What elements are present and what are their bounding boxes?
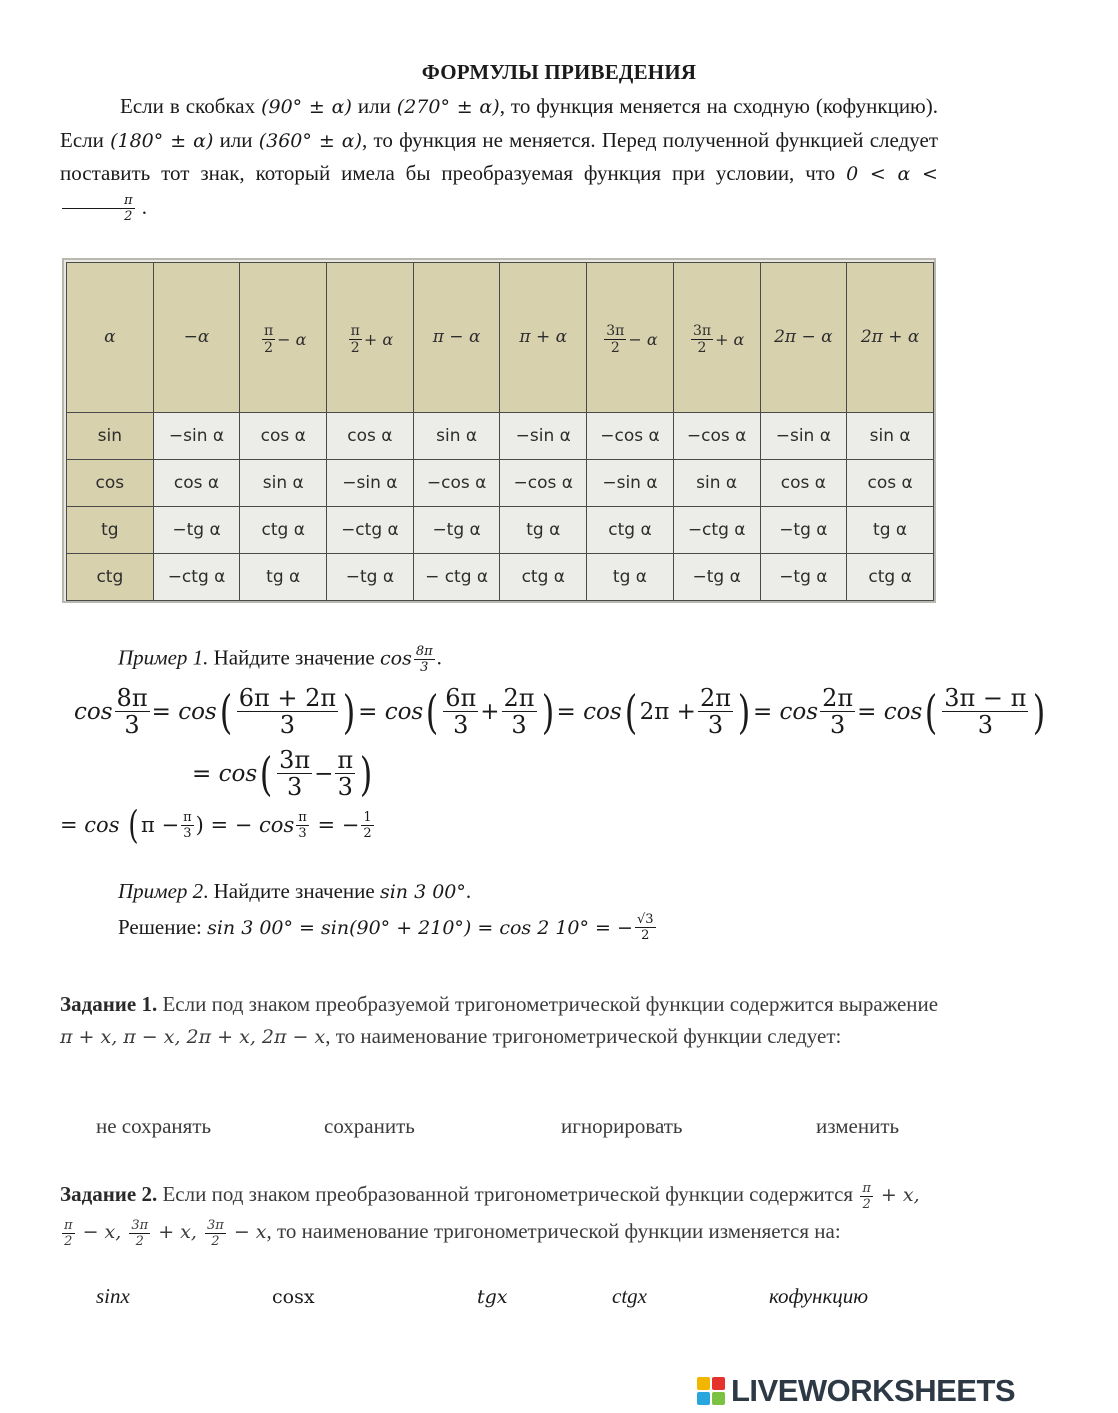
table-cell: cos α [760, 459, 847, 506]
task2-option[interactable]: tgx [477, 1286, 508, 1308]
task2-math: + x, [874, 1184, 920, 1206]
math-fn: cos [74, 698, 113, 725]
table-header-cell: $\frac{3\pi}{2}$ − α [587, 263, 674, 413]
equals: = [752, 698, 773, 725]
equals: = [556, 698, 576, 725]
math-term: = − [317, 813, 360, 837]
task2-text: Если под знаком преобразованной тригонометрической функции содержится [157, 1182, 859, 1206]
table-cell: −tg α [760, 506, 847, 553]
table-cell: −cos α [500, 459, 587, 506]
intro-paragraph [60, 90, 938, 223]
table-cell: ctg α [847, 553, 934, 600]
table-row [67, 553, 934, 600]
solution-label: Решение: [118, 915, 202, 939]
table-row [67, 459, 934, 506]
task2-math: − x, [76, 1221, 128, 1243]
equals: = [60, 813, 78, 837]
task1-text: Если под знаком преобразуемой тригонометрической функции содержится выражение [157, 992, 939, 1016]
table-cell: −ctg α [327, 506, 414, 553]
table-cell: −tg α [327, 553, 414, 600]
table-cell: −sin α [760, 412, 847, 459]
fraction: $\frac{3\pi - \pi}{3}$ [944, 684, 1027, 739]
math-fn: cos [84, 813, 120, 837]
table-header-cell: 2π + α [847, 263, 934, 413]
task2-option[interactable]: ctgx [612, 1284, 647, 1308]
table-row [67, 412, 934, 459]
table-header-row [67, 263, 934, 413]
math-term: π − [141, 813, 180, 837]
fraction: $\frac{3\pi}{2}$ [131, 1217, 149, 1249]
example2-text: . Найдите значение [203, 879, 380, 903]
table-cell: −sin α [327, 459, 414, 506]
table-cell: sin α [673, 459, 760, 506]
fraction: $\frac{2\pi}{3}$ [822, 684, 854, 739]
table-cell: tg α [500, 506, 587, 553]
example1-text: Найдите значение [208, 645, 380, 670]
intro-math: (180° ± α) [110, 129, 214, 152]
table-row-header: cos [67, 459, 154, 506]
table-cell: −tg α [673, 553, 760, 600]
table-cell: −sin α [153, 412, 240, 459]
task1-option[interactable]: игнорировать [561, 1114, 683, 1138]
task2-math: − x [227, 1221, 267, 1243]
table-body [67, 412, 934, 600]
intro-math: (360° ± α) [258, 129, 363, 152]
math-fn: cos [583, 698, 622, 725]
table-header-cell: π + α [500, 263, 587, 413]
task1-math: π + x, π − x, 2π + x, 2π − x [60, 1026, 326, 1048]
intro-math: 0 < α < [846, 163, 938, 185]
table-cell: ctg α [587, 506, 674, 553]
math-fn: cos [384, 698, 424, 725]
fraction: $\frac{6\pi}{3}$ [445, 684, 477, 739]
table-cell: −ctg α [673, 506, 760, 553]
reduction-table-frame [62, 258, 936, 603]
task1-option[interactable]: не сохранять [96, 1114, 212, 1138]
example2-title [118, 879, 471, 904]
example1-end: . [436, 645, 442, 670]
equals: = [192, 760, 212, 787]
fraction: $\frac{6\pi + 2\pi}{3}$ [238, 684, 337, 739]
fraction: $\frac{√3}{2}$ [636, 912, 654, 943]
intro-text: , то функция меняется на сходную (кофункцию). Если [60, 94, 938, 152]
solution-expr: sin 3 00° = sin(90° + 210°) = cos 2 10° = − [207, 916, 633, 939]
example2-expr: sin 3 00° [379, 881, 466, 903]
example2-solution [118, 913, 658, 942]
liveworksheets-icon [697, 1377, 725, 1405]
task2 [60, 1176, 940, 1250]
fraction: $\frac{3\pi}{3}$ [279, 746, 311, 801]
example2-label: Пример 2 [118, 879, 204, 903]
table-row-header: sin [67, 412, 154, 459]
table-cell: −sin α [587, 459, 674, 506]
example1-equation-line2: = cos ( $\frac{3\pi}{3}$ − $\frac{\pi}{3}$ ) [192, 746, 373, 801]
table-cell: −tg α [760, 553, 847, 600]
table-cell: − ctg α [413, 553, 500, 600]
table-cell: −tg α [413, 506, 500, 553]
page-title: ФОРМУЛЫ ПРИВЕДЕНИЯ [421, 60, 697, 84]
math-fn: cos [218, 760, 258, 787]
table-cell: −sin α [500, 412, 587, 459]
example1-equation-line3: = cos ( π − $\frac{\pi}{3}$ ) = − cos $\frac{\pi}{3}$ = − $\frac{1}{2}$ [60, 803, 372, 847]
math-fn: cos [883, 698, 923, 725]
brand-name: LIVEWORKSHEETS [731, 1373, 1016, 1408]
table-header-cell: $\frac{\pi}{2}$ + α [327, 263, 414, 413]
intro-text: , то функция не меняется. Перед полученной функцией следует поставить тот знак, который имела бы преобразуемая функция при условии, что [60, 127, 938, 185]
minus: − [314, 760, 334, 787]
task2-math: + x, [152, 1221, 203, 1243]
task1-option[interactable]: сохранить [324, 1114, 415, 1138]
fraction: $\frac{\pi}{3}$ [298, 809, 307, 841]
table-header-cell: $\frac{\pi}{2}$ − α [240, 263, 327, 413]
table-cell: cos α [847, 459, 934, 506]
fraction: $\frac{\pi}{3}$ [337, 746, 354, 801]
example1-equation-line1: cos $\frac{8\pi}{3}$ = cos ( $\frac{6\pi + 2\pi}{3}$ ) = cos ( $\frac{6\pi}{3}$ + $\frac{2\pi}{3}$ ) = cos ( 2π + $\frac{2\pi}{3}$ ) = cos $\frac{2\pi}{3}$ = cos ( $\frac{3\pi - \pi}{3}$ ) [74, 684, 1046, 739]
fraction: $\frac{\pi}{3}$ [183, 809, 192, 841]
fraction: $\frac{\pi}{2}$ [64, 1217, 73, 1249]
table-header-cell: 2π − α [760, 263, 847, 413]
math-fn: cos [178, 698, 217, 725]
liveworksheets-logo[interactable] [697, 1373, 1015, 1409]
table-cell: tg α [240, 553, 327, 600]
example1-label: Пример 1. [118, 645, 209, 670]
logo-square [697, 1377, 710, 1390]
table-cell: sin α [240, 459, 327, 506]
logo-square [697, 1392, 710, 1405]
fraction: $\frac{\pi}{2}$ [862, 1180, 871, 1212]
table-row-header: tg [67, 506, 154, 553]
math-fn: cos [259, 813, 295, 837]
fraction: $\frac{\pi}{2}$ [62, 194, 135, 223]
table-header-cell: −α [153, 263, 240, 413]
table-cell: −tg α [153, 506, 240, 553]
intro-text: или [213, 127, 259, 152]
fraction: $\frac{2\pi}{3}$ [503, 684, 535, 739]
example1-title [118, 645, 442, 674]
logo-square [712, 1392, 725, 1405]
task1-text: , то наименование тригонометрической функции следует: [325, 1024, 842, 1048]
table-cell: ctg α [500, 553, 587, 600]
task1-option[interactable]: изменить [816, 1114, 900, 1138]
fraction: $\frac{1}{2}$ [363, 809, 372, 841]
task2-option[interactable]: sinx [96, 1284, 130, 1308]
table-cell: −cos α [413, 459, 500, 506]
task1-label: Задание 1. [60, 992, 158, 1016]
table-cell: cos α [153, 459, 240, 506]
reduction-table [66, 262, 934, 601]
table-cell: −cos α [673, 412, 760, 459]
table-header-cell: π − α [413, 263, 500, 413]
table-cell: tg α [847, 506, 934, 553]
table-cell: cos α [240, 412, 327, 459]
intro-math: (270° ± α) [396, 96, 500, 118]
fraction: $\frac{3\pi}{2}$ [206, 1217, 224, 1249]
task2-text: , то наименование тригонометрической функции изменяется на: [266, 1219, 841, 1243]
table-cell: cos α [327, 412, 414, 459]
math-fn: cos [779, 698, 819, 725]
table-cell: tg α [587, 553, 674, 600]
math-term: 2π + [639, 698, 696, 725]
table-row-header: ctg [67, 553, 154, 600]
table-cell: −cos α [587, 412, 674, 459]
equals: = [151, 698, 171, 725]
math-term: ) = − [195, 813, 260, 837]
table-cell: −ctg α [153, 553, 240, 600]
equals: = [857, 698, 877, 725]
logo-square [712, 1377, 725, 1390]
fraction: $\frac{2\pi}{3}$ [699, 684, 731, 739]
equals: = [358, 698, 378, 725]
table-header-cell: $\frac{3\pi}{2}$ + α [673, 263, 760, 413]
task2-label: Задание 2. [60, 1182, 158, 1206]
table-header-cell: α [67, 263, 154, 413]
fraction: $\frac{8\pi}{3}$ [415, 644, 433, 675]
task1 [60, 988, 940, 1053]
task2-option[interactable]: cosx [272, 1286, 315, 1308]
table-row [67, 506, 934, 553]
intro-text: Если в скобках [120, 94, 262, 118]
intro-math: (90° ± α) [261, 96, 352, 118]
task2-option[interactable]: кофункцию [769, 1284, 869, 1308]
plus: + [480, 698, 500, 725]
intro-text: . [136, 194, 148, 219]
table-cell: sin α [413, 412, 500, 459]
intro-text: или [351, 94, 397, 118]
example2-end: . [465, 879, 472, 903]
fraction: $\frac{8\pi}{3}$ [116, 684, 148, 739]
example1-fn: cos [379, 647, 412, 670]
table-cell: sin α [847, 412, 934, 459]
table-cell: ctg α [240, 506, 327, 553]
